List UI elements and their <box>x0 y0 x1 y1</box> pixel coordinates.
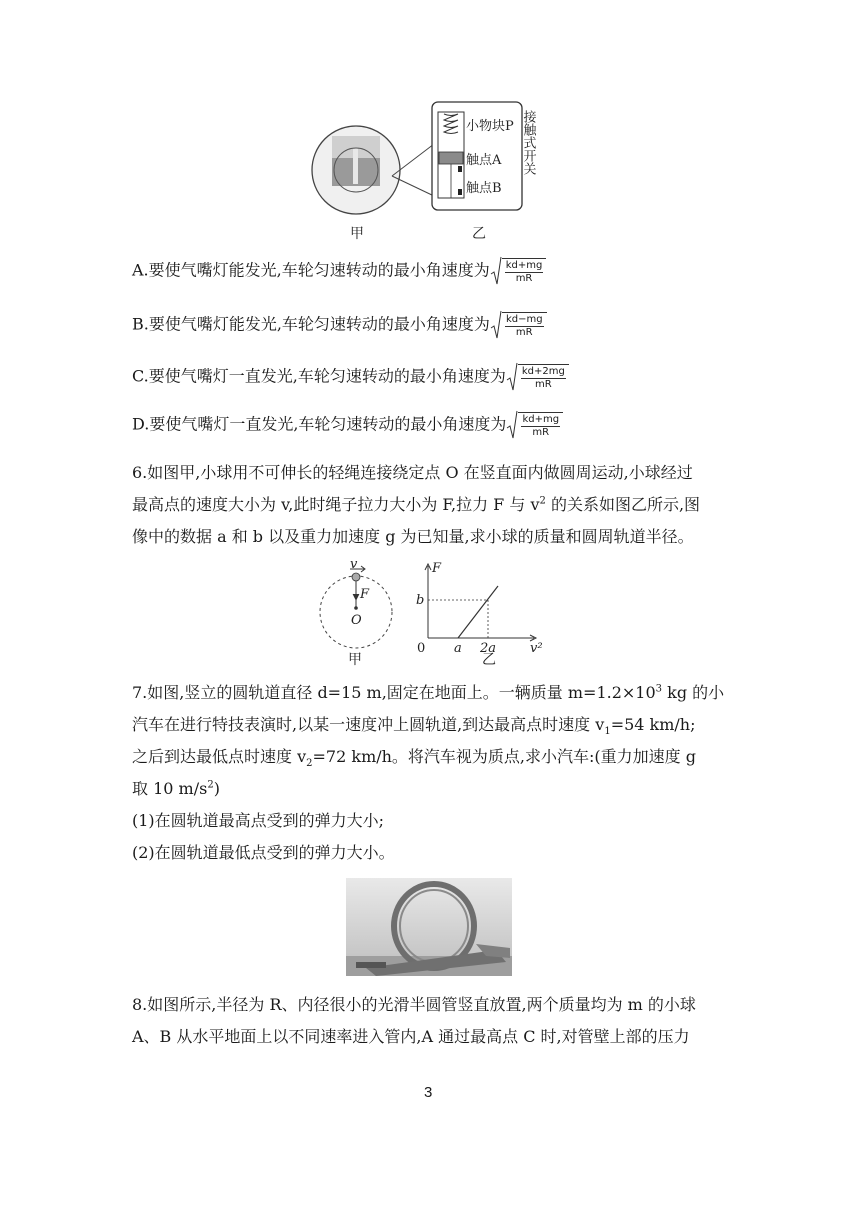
sqrt-icon <box>506 362 518 392</box>
option-a-numerator: kd+mg <box>505 259 543 271</box>
q7-line-1 <box>132 680 724 703</box>
o-label: O <box>351 613 362 628</box>
q7-line-4 <box>132 776 220 799</box>
option-c <box>132 362 569 392</box>
option-d-denominator: mR <box>532 426 550 438</box>
caption-yi: 乙 <box>472 226 486 242</box>
caption-yi-6: 乙 <box>482 652 496 668</box>
label-contact-switch: 接触式开关 <box>520 110 536 175</box>
tick-label-2a: 2a <box>480 641 497 656</box>
label-small-block-p: 小物块P <box>466 119 514 134</box>
option-c-numerator: kd+2mg <box>521 365 565 377</box>
figure-6-pendulum-and-graph <box>310 560 550 670</box>
q7-line-3 <box>132 744 696 769</box>
option-b-numerator: kd−mg <box>505 313 543 325</box>
q7-line-2-sub: 1 <box>604 726 611 738</box>
ball <box>352 573 360 581</box>
caption-jia: 甲 <box>350 226 364 242</box>
option-c-denominator: mR <box>534 378 552 390</box>
sqrt-icon <box>506 410 518 440</box>
q6-line-3: 像中的数据 a 和 b 以及重力加速度 g 为已知量,求小球的质量和圆周轨道半径。 <box>132 527 694 546</box>
q7-line-4-b: ) <box>213 779 220 798</box>
v-label: v <box>350 560 358 572</box>
q7-part-2: (2)在圆轨道最低点受到的弹力大小。 <box>132 843 395 862</box>
axis-x-label: v² <box>530 641 543 656</box>
sqrt-expression <box>490 256 547 286</box>
f-label: F <box>360 587 370 602</box>
series-line <box>458 586 498 638</box>
sqrt-expression <box>490 310 547 340</box>
option-a <box>132 256 546 286</box>
label-contact-a: 触点A <box>466 153 502 168</box>
option-d <box>132 410 563 440</box>
sqrt-expression <box>506 410 563 440</box>
label-contact-b: 触点B <box>466 181 502 196</box>
option-b <box>132 310 547 340</box>
option-d-numerator: kd+mg <box>522 413 560 425</box>
sqrt-icon <box>490 256 502 286</box>
q7-line-3-a: 之后到达最低点时速度 v <box>132 747 307 766</box>
q8-line-2: A、B 从水平地面上以不同速率进入管内,A 通过最高点 C 时,对管壁上部的压力 <box>132 1027 690 1046</box>
tick-label-b: b <box>416 593 425 608</box>
option-c-text: C.要使气嘴灯一直发光,车轮匀速转动的最小角速度为 <box>132 366 506 386</box>
figure-5-wheel-switch <box>300 96 560 246</box>
q6-line-2-sup: 2 <box>539 495 546 507</box>
sqrt-expression <box>506 362 569 392</box>
sqrt-icon <box>490 310 502 340</box>
page-number: 3 <box>424 1084 433 1101</box>
q7-line-3-b: =72 km/h。将汽车视为质点,求小汽车:(重力加速度 g <box>312 747 696 766</box>
q7-line-2-a: 汽车在进行特技表演时,以某一速度冲上圆轨道,到达最高点时速度 v <box>132 715 605 734</box>
option-a-denominator: mR <box>515 272 533 284</box>
option-b-text: B.要使气嘴灯能发光,车轮匀速转动的最小角速度为 <box>132 314 490 334</box>
q7-line-1-sup: 3 <box>655 683 663 695</box>
option-b-denominator: mR <box>515 326 533 338</box>
photo-loop-track <box>346 878 512 976</box>
q6-line-2-b: 的关系如图乙所示,图 <box>545 495 701 514</box>
q7-line-1-a: 7.如图,竖立的圆轨道直径 d=15 m,固定在地面上。一辆质量 m=1.2×10 <box>132 683 656 702</box>
q7-line-4-sup: 2 <box>207 779 214 791</box>
option-d-text: D.要使气嘴灯一直发光,车轮匀速转动的最小角速度为 <box>132 414 507 434</box>
q6-line-1: 6.如图甲,小球用不可伸长的轻绳连接绕定点 O 在竖直面内做圆周运动,小球经过 <box>132 463 693 482</box>
q7-line-1-b: kg 的小 <box>662 683 725 702</box>
q7-line-2 <box>132 712 696 737</box>
caption-jia-6: 甲 <box>348 652 362 668</box>
q7-part-1: (1)在圆轨道最高点受到的弹力大小; <box>132 811 385 830</box>
f-v2-graph <box>416 561 543 656</box>
q7-line-4-a: 取 10 m/s <box>132 779 208 798</box>
axis-y-label: F <box>432 561 442 576</box>
option-a-text: A.要使气嘴灯能发光,车轮匀速转动的最小角速度为 <box>132 260 490 280</box>
q6-line-2-a: 最高点的速度大小为 v,此时绳子拉力大小为 F,拉力 F 与 v <box>132 495 540 514</box>
q7-line-3-sub: 2 <box>306 758 313 770</box>
q7-line-2-b: =54 km/h; <box>610 715 696 734</box>
photo-wheel-valve-light <box>312 126 400 214</box>
q8-line-1: 8.如图所示,半径为 R、内径很小的光滑半圆管竖直放置,两个质量均为 m 的小球 <box>132 995 696 1014</box>
origin-label: 0 <box>417 641 426 656</box>
tick-label-a: a <box>454 641 462 656</box>
q6-line-2 <box>132 492 700 515</box>
